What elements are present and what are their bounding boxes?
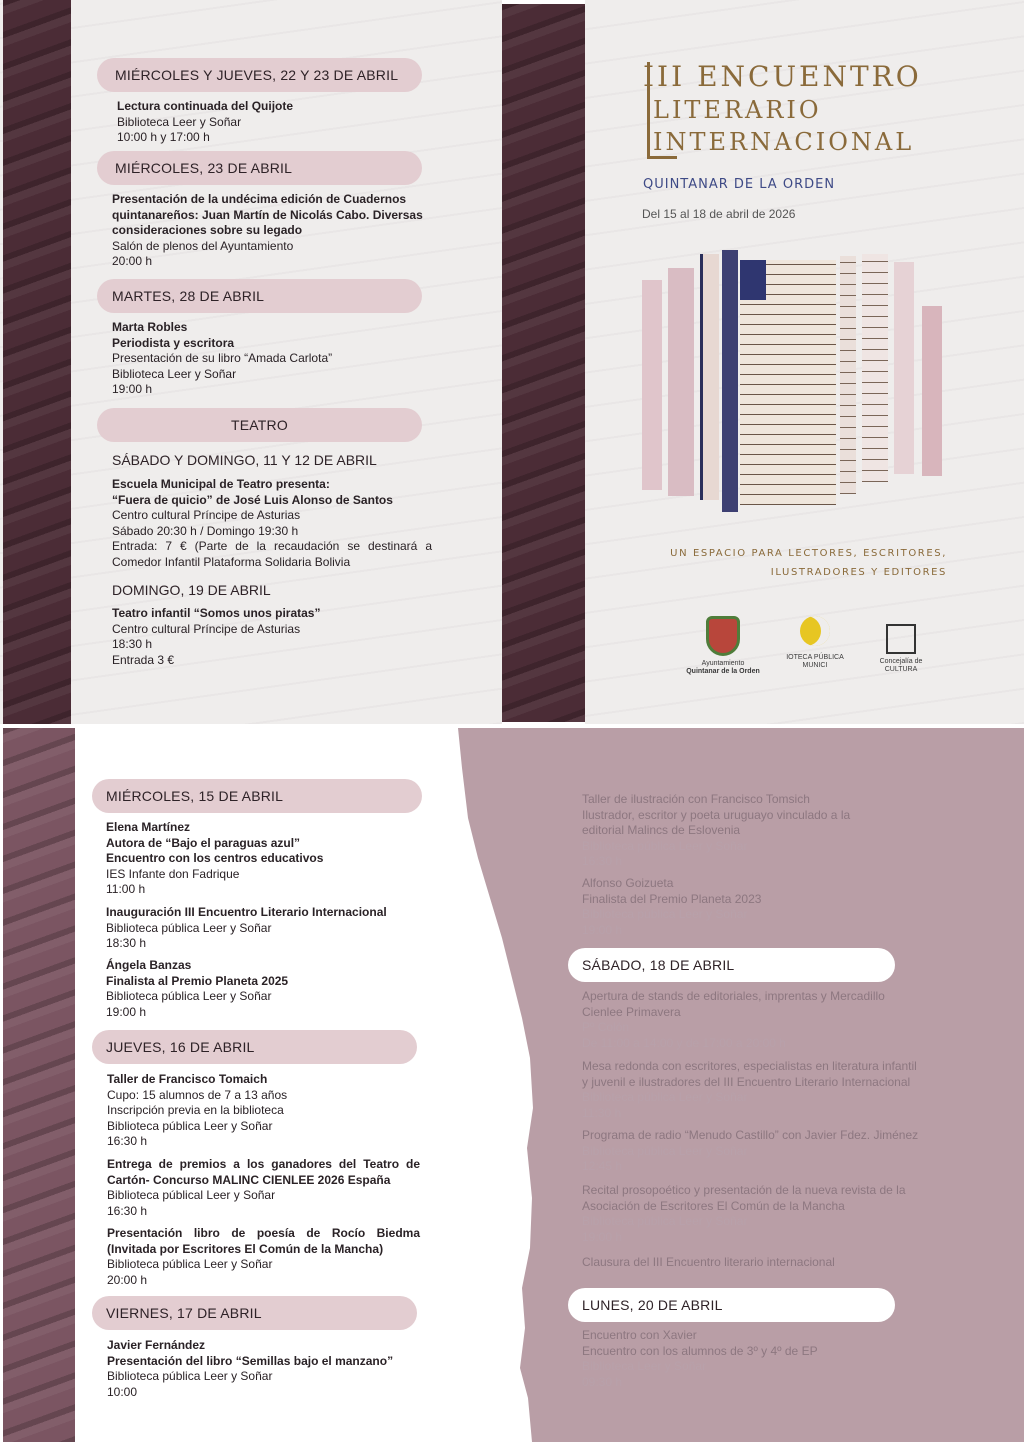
cover-town: QUINTANAR DE LA ORDEN [643, 177, 836, 192]
event-time: 19:00 h [112, 382, 153, 396]
coat-of-arms-icon [706, 616, 740, 656]
logo-caption: Quintanar de la Orden [686, 668, 760, 675]
event-location: Biblioteca pública Leer y Soñar [582, 1090, 748, 1104]
event-item [582, 1255, 982, 1271]
tagline-line: UN ESPACIO PARA LECTORES, ESCRITORES, [670, 548, 947, 559]
day-header [92, 779, 422, 813]
event-title: Cienlee Primavera [582, 1004, 681, 1019]
day-header-label: MIÉRCOLES Y JUEVES, 22 Y 23 DE ABRIL [115, 67, 399, 83]
event-title: Encuentro con Xavier [582, 1328, 697, 1342]
event-time: 11:00 h [106, 882, 146, 896]
day-header-label: SÁBADO, 18 DE ABRIL [582, 957, 735, 973]
cover-title-line: III ENCUENTRO [643, 60, 922, 93]
biblioteca-logo [775, 616, 855, 670]
event-title: Ilustrador, escritor y poeta uruguayo vinculado a la [582, 807, 851, 822]
event-item [582, 989, 972, 1051]
event-item [112, 192, 436, 270]
event-title: Mesa redonda con escritores, especialistas en literatura infantil [582, 1059, 917, 1073]
day-header-label: MIÉRCOLES, 15 DE ABRIL [106, 788, 284, 804]
event-time: Sábado 20:30 h / Domingo 19:30 h [112, 523, 299, 538]
event-price: Entrada 3 € [112, 652, 175, 667]
bottom-sheet [0, 728, 1024, 1442]
event-item [106, 958, 426, 1020]
day-header [92, 1030, 417, 1064]
event-item [112, 606, 432, 668]
event-item [106, 905, 426, 952]
title-bracket [647, 156, 677, 159]
event-location: Biblioteca pública Leer y Soñar [107, 1118, 273, 1133]
event-title: Taller de ilustración con Francisco Tomsich [582, 792, 810, 806]
event-title: Presentación libro de poesía de Rocío Biedma [107, 1226, 420, 1240]
event-time: 19:00 h [106, 1004, 147, 1019]
event-location: Biblioteca pública Leer y Soñar [582, 1214, 748, 1228]
event-item [582, 1128, 982, 1175]
event-location: Biblioteca pública Leer y Soñar [582, 838, 748, 853]
event-title: Lectura continuada del Quijote [117, 99, 294, 113]
event-time: 16:30 h [582, 854, 623, 868]
day-header [97, 151, 422, 185]
cover-title-line: LITERARIO [653, 96, 822, 124]
day-header-label: MARTES, 28 DE ABRIL [112, 288, 265, 304]
event-item [582, 1328, 962, 1390]
event-title: Encuentro con los alumnos de 3º y 4º de EP [582, 1343, 818, 1358]
event-item [112, 477, 432, 570]
event-time: 10:00 [107, 1384, 138, 1399]
event-item [582, 1183, 982, 1245]
event-item [117, 99, 417, 146]
event-item [107, 1072, 427, 1150]
event-location: Pº Colón [582, 1020, 630, 1034]
teatro-header-label: TEATRO [231, 417, 288, 433]
event-title: Marta Robles [112, 320, 188, 334]
event-location: IES Infante don Fadrique [106, 866, 240, 881]
event-title: Periodista y escritora [112, 335, 235, 350]
event-time: 11:30 h [582, 1105, 622, 1120]
event-time: 12:45 h [582, 1159, 623, 1173]
event-title: “Fuera de quicio” de José Luis Alonso de Santos [112, 492, 393, 507]
ayuntamiento-logo [678, 616, 768, 676]
crescent-moon-icon [800, 616, 830, 646]
event-title: Cartón- Concurso MALINC CIENLEE 2026 España [107, 1172, 391, 1187]
event-detail: Cupo: 15 alumnos de 7 a 13 años [107, 1087, 288, 1102]
event-item [582, 876, 962, 938]
event-detail: Entrada: 7 € (Parte de la recaudación se destinará a [112, 539, 432, 553]
event-title: Presentación del libro “Semillas bajo el manzano” [107, 1353, 394, 1368]
event-item [112, 320, 432, 398]
logo-caption: CULTURA [884, 666, 918, 673]
event-time: 10:00 h y 17:00 h [117, 130, 210, 144]
event-title: (Invitada por Escritores El Común de la Mancha) [107, 1241, 384, 1256]
event-detail: Comedor Infantil Plataforma Solidaria Bolivia [112, 554, 351, 569]
event-location: Biblioteca pública Leer y Soñar [107, 1257, 273, 1271]
day-header [92, 1296, 417, 1330]
logo-caption: IOTECA PÚBLICA MUNICI [786, 654, 844, 669]
event-time: 16:30 h [107, 1203, 148, 1218]
event-title: Recital prosopoético y presentación de la nueva revista de la [582, 1183, 906, 1197]
event-location: Biblioteca pública Leer y Soñar [107, 1369, 273, 1383]
event-time: 16:30 h [107, 1134, 148, 1148]
event-time: 20:00 h [112, 254, 153, 268]
event-time: 20:00 h [107, 1272, 148, 1287]
tagline-line: ILUSTRADORES Y EDITORES [770, 567, 947, 578]
teatro-subheader: SÁBADO Y DOMINGO, 11 Y 12 DE ABRIL [112, 452, 377, 468]
event-location: Biblioteca públical Leer y Soñar [107, 1188, 276, 1202]
decorative-left-strip [3, 0, 71, 724]
event-location: Biblioteca pública Leer y Soñar [582, 1143, 748, 1158]
event-location: Biblioteca Leer y Soñar [582, 1359, 707, 1373]
event-item [107, 1338, 437, 1400]
cover-tagline [645, 544, 947, 582]
event-title: Elena Martínez [106, 820, 191, 834]
event-item [107, 1157, 420, 1219]
event-title: Clausura del III Encuentro literario internacional [582, 1255, 835, 1269]
logo-caption: Concejalía de [879, 658, 923, 665]
event-title: Finalista del Premio Planeta 2023 [582, 891, 762, 906]
event-title: editorial Malincs de Eslovenia [582, 823, 741, 837]
event-title: Teatro infantil “Somos unos piratas” [112, 606, 321, 620]
event-location: Centro cultural Príncipe de Asturias [112, 508, 301, 522]
event-item [107, 1226, 420, 1288]
event-title: Finalista al Premio Planeta 2025 [106, 973, 289, 988]
event-location: Biblioteca Leer y Soñar [117, 114, 242, 129]
cultura-logo [871, 624, 931, 674]
day-header [97, 279, 422, 313]
event-location: Biblioteca pública Leer y Soñar [106, 989, 272, 1003]
cover-dates: Del 15 al 18 de abril de 2026 [642, 207, 796, 221]
cover-panel [585, 0, 1024, 724]
day-header-label: MIÉRCOLES, 23 DE ABRIL [115, 160, 293, 176]
day-header-label: VIERNES, 17 DE ABRIL [106, 1305, 262, 1321]
event-title: Programa de radio “Menudo Castillo” con Javier Fdez. Jiménez [582, 1128, 919, 1142]
event-title: Javier Fernández [107, 1338, 206, 1352]
day-header-label: JUEVES, 16 DE ABRIL [106, 1039, 255, 1055]
event-title: Ángela Banzas [106, 958, 192, 972]
event-title: y juvenil e ilustradores del III Encuentro Literario Internacional [582, 1074, 911, 1089]
event-title: Autora de “Bajo el paraguas azul” [106, 835, 301, 850]
event-title: Presentación de la undécima edición de Cuadernos [112, 192, 407, 206]
day-header-label: LUNES, 20 DE ABRIL [582, 1297, 723, 1313]
manuscript-illustration [642, 250, 942, 515]
event-time: 18:30 h [112, 637, 153, 651]
event-title: quintanareños: Juan Martín de Nicolás Cabo. Diversas [112, 207, 423, 222]
event-time: De 11:00 a 14:00 y de 17:00 a 20:00 h [582, 1035, 786, 1050]
event-title: Escuela Municipal de Teatro presenta: [112, 477, 330, 491]
event-item [582, 1059, 982, 1121]
day-header [568, 948, 895, 982]
logo-caption: Ayuntamiento [701, 660, 745, 667]
day-header [97, 58, 422, 92]
event-detail: Presentación de su libro “Amada Carlota” [112, 351, 333, 365]
event-location: Biblioteca pública Leer y Soñar [106, 920, 272, 935]
top-left-panel [0, 0, 502, 724]
book-icon [886, 624, 916, 654]
event-time: 19:00 h [582, 922, 623, 937]
event-location: Salón de plenos del Ayuntamiento [112, 238, 294, 253]
event-title: Inauguración III Encuentro Literario Internacional [106, 905, 387, 919]
event-title: Encuentro con los centros educativos [106, 851, 324, 865]
event-item [106, 820, 426, 898]
teatro-subheader: DOMINGO, 19 DE ABRIL [112, 582, 271, 598]
event-location: Centro cultural Príncipe de Asturias [112, 621, 301, 636]
event-title: Taller de Francisco Tomaich [107, 1072, 268, 1086]
event-title: consideraciones sobre su legado [112, 223, 303, 237]
event-time: 18:30 h [106, 936, 147, 950]
event-location: Biblioteca pública Leer y Soñar [582, 907, 748, 921]
event-time: 19:00 h [582, 1229, 623, 1244]
event-title: Entrega de premios a los ganadores del Teatro de [107, 1157, 420, 1171]
event-item [582, 792, 962, 870]
teatro-header [97, 408, 422, 442]
day-header [568, 1288, 895, 1322]
event-time: 09:30 h [582, 1374, 623, 1389]
decorative-center-strip [502, 4, 585, 722]
event-detail: Inscripción previa en la biblioteca [107, 1103, 284, 1117]
event-location: Biblioteca Leer y Soñar [112, 366, 237, 381]
cover-title-line: INTERNACIONAL [653, 128, 915, 156]
event-title: Apertura de stands de editoriales, imprentas y Mercadillo [582, 989, 885, 1003]
event-title: Alfonso Goizueta [582, 876, 674, 890]
event-title: Asociación de Escritores El Común de la Mancha [582, 1198, 845, 1213]
